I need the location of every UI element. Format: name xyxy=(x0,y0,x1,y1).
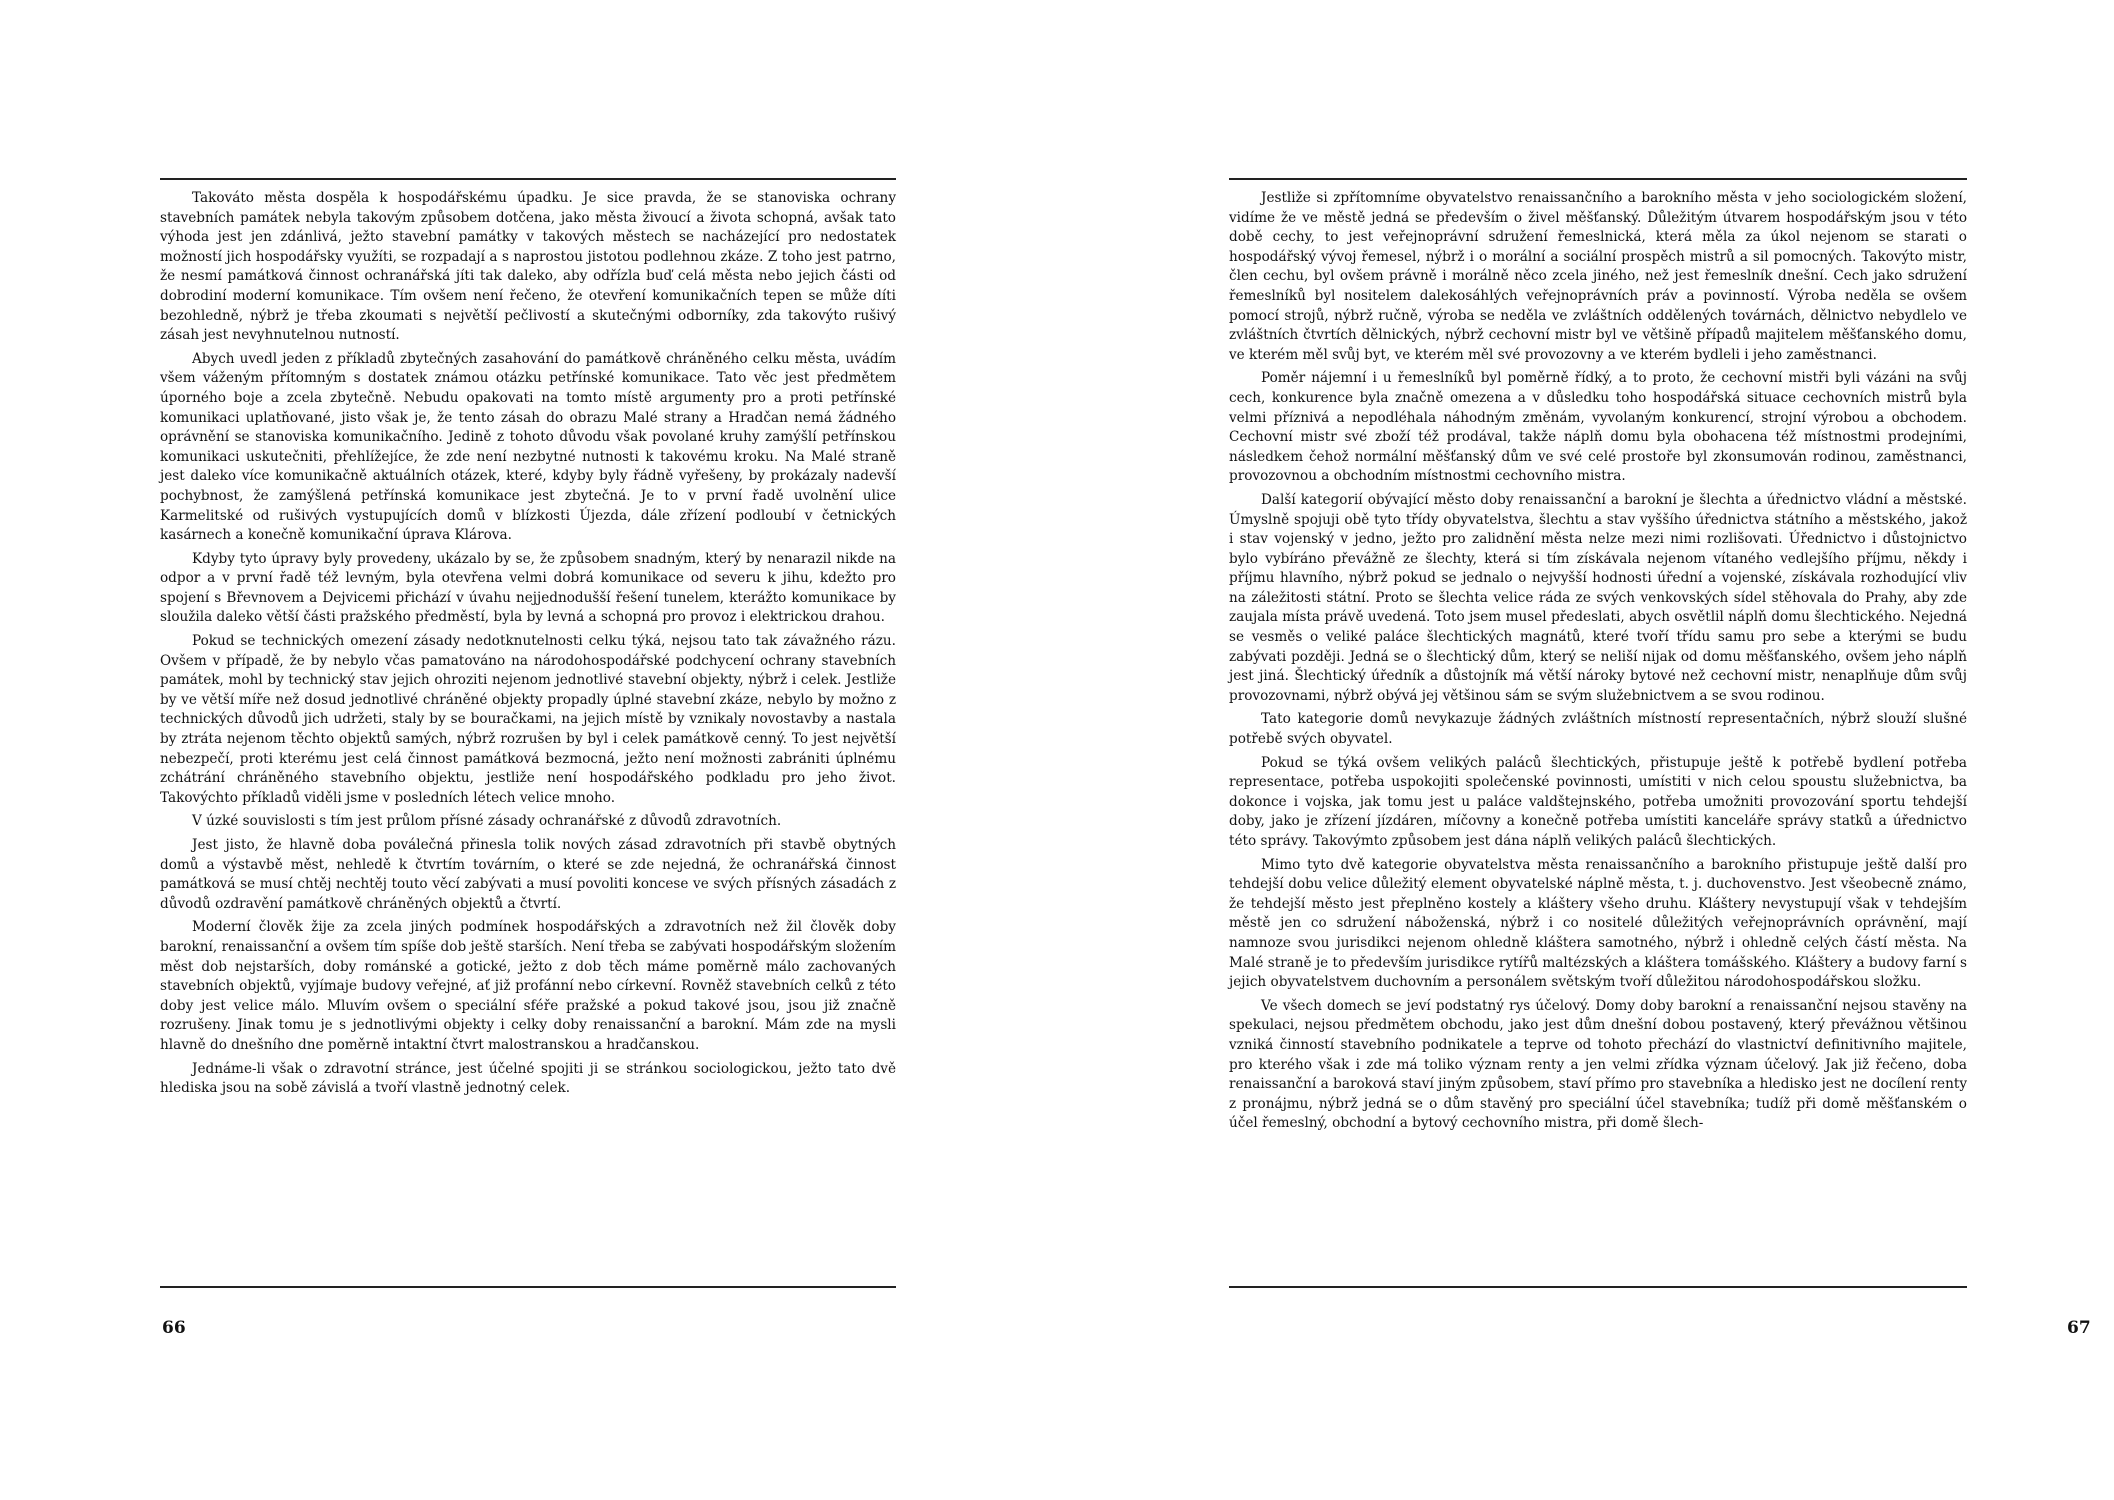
paragraph: Kdyby tyto úpravy byly provedeny, ukázalo by se, že způsobem snadným, který by nenarazil nikde na odpor a v první řadě též levným, byla otevřena velmi dobrá komunikace od severu k jihu, kdežto pro spojení s Břevnovem a Dejvicemi přichází v úvahu nejjednodušší řešení tunelem, kterážto komunikace by sloužila daleko větší části pražského předměstí, byla by levná a schopná pro provoz i elektrickou drahou. xyxy=(160,550,896,626)
bottom-rule xyxy=(160,1286,896,1288)
page-number: 67 xyxy=(2067,1318,2091,1338)
paragraph: Takováto města dospěla k hospodářskému úpadku. Je sice pravda, že se stanoviska ochrany stavebních památek nebyla takovým způsobem dotčena, jako města živoucí a života schopná, avšak tato výhoda jest jen zdánlivá, ježto stavební památky v takových městech se nacházející pro nedostatek možností jich hospodářsky využíti, se rozpadají a s naprostou jistotou podlehnou zkáze. Z toho jest patrno, že nesmí památková činnost ochranářská jíti tak daleko, aby odřízla buď celá města nebo jejich části od dobrodiní moderní komunikace. Tím ovšem není řečeno, že otevření komunikačních tepen se může díti bezohledně, nýbrž je třeba zkoumati s největší pečlivostí a skutečnými odborníky, zda takovýto rušivý zásah jest nevyhnutelnou nutností. xyxy=(160,190,896,344)
paragraph: Jest jisto, že hlavně doba poválečná přinesla tolik nových zásad zdravotních při stavbě obytných domů a výstavbě měst, nehledě k čtvrtím továrním, o které se zde nejedná, že ochranářská činnost památková se musí chtěj nechtěj touto věcí zabývati a musí povoliti koncese ve svých přísných zásadách z důvodů ozdravění památkově chráněných objektů a čtvrtí. xyxy=(160,837,896,912)
paragraph: Jednáme-li však o zdravotní stránce, jest účelné spojiti ji se stránkou sociologickou, ježto tato dvě hlediska jsou na sobě závislá a tvoří vlastně jednotný celek. xyxy=(160,1060,896,1097)
page-number: 66 xyxy=(162,1318,186,1338)
paragraph: V úzké souvislosti s tím jest průlom přísné zásady ochranářské z důvodů zdravotních. xyxy=(192,813,782,830)
paragraph: Mimo tyto dvě kategorie obyvatelstva města renaissančního a barokního přistupuje ještě další pro tehdejší dobu velice důležitý element obyvatelské náplně města, t. j. duchovenstvo. Jest všeobecně známo, že tehdejší město jest přeplněno kostely a kláštery všeho druhu. Kláštery nevystupují však v tehdejším městě jen co sdružení náboženská, nýbrž i co nositelé důležitých veřejnoprávních oprávnění, mají namnoze svou jurisdikci nejenom ohledně kláštera samotného, nýbrž i ohledně celých částí města. Na Malé straně je to především jurisdikce rytířů maltézských a kláštera tomášského. Kláštery a budovy farní s jejich obyvatelstvem duchovním a personálem světským tvoří důležitou národohospodářskou složku. xyxy=(1229,856,1967,991)
top-rule xyxy=(160,178,896,180)
bottom-rule xyxy=(1229,1286,1967,1288)
right-page-body xyxy=(1229,189,1967,1138)
right-page xyxy=(1057,0,2114,1500)
paragraph: Pokud se technických omezení zásady nedotknutelnosti celku týká, nejsou tato tak závažného rázu. Ovšem v případě, že by nebylo včas pamatováno na národohospodářské podchycení ochrany stavebních památek, mohl by technický stav jejich ohroziti nejenom jednotlivé stavební objekty, nýbrž i celek. Jestliže by ve větší míře než dosud jednotlivé chráněné objekty propadly úplné stavební zkáze, nebylo by možno z technických důvodů jich udržeti, staly by se bouračkami, na jejich místě by vznikaly novostavby a nastala by ztráta nejenom těchto objektů samých, nýbrž rozrušen by byl i celek památkově cenný. To jest největší nebezpečí, proti kterému jest celá činnost památková bezmocná, ježto není možnosti zabrániti úplnému zchátrání chráněného stavebního objektu, jestliže není hospodářského podkladu pro jeho život. Takovýchto příkladů viděli jsme v posledních létech velice mnoho. xyxy=(160,633,896,806)
paragraph: Abych uvedl jeden z příkladů zbytečných zasahování do památkově chráněného celku města, uvádím všem váženým přítomným s dostatek známou otázku petřínské komunikace. Tato věc jest předmětem úporného boje a zcela zbytečně. Nebudu opakovati na tomto místě argumenty pro a proti petřínské komunikaci uplatňované, jisto však je, že tento zásah do obrazu Malé strany a Hradčan nemá žádného oprávnění se stanoviska komunikačního. Jedině z tohoto důvodu však povolané kruhy zamýšlí petřínskou komunikaci uskutečniti, přehlížejíce, že zde není nezbytné nutnosti k takovému kroku. Na Malé straně jest daleko více komunikačně aktuálních otázek, které, kdyby byly řádně vyřešeny, by prokázaly nadevší pochybnost, že zamýšlená petřínská komunikace jest zbytečná. Je to v první řadě uvolnění ulice Karmelitské od rušivých vystupujících domů v blízkosti Újezda, dále zřízení podloubí v četnických kasárnech a konečně komunikační úprava Klárova. xyxy=(160,350,896,544)
top-rule xyxy=(1229,178,1967,180)
paragraph: Moderní člověk žije za zcela jiných podmínek hospodářských a zdravotních než žil člověk doby barokní, renaissanční a ovšem tím spíše dob ještě starších. Není třeba se zabývati hospodářským složením měst dob nejstarších, doby románské a gotické, ježto z dob těch máme poměrně málo zachovaných stavebních objektů, vyjímaje budovy veřejné, ať již profánní nebo církevní. Rovněž stavebních celků z této doby jest velice málo. Mluvím ovšem o speciální sféře pražské a pokud takové jsou, jsou již značně rozrušeny. Jinak tomu je s jednotlivými objekty i celky doby renaissanční a barokní. Mám zde na mysli hlavně do dnešního dne poměrně intaktní čtvrt malostranskou a hradčanskou. xyxy=(160,919,896,1053)
paragraph: Jestliže si zpřítomníme obyvatelstvo renaissančního a barokního města v jeho sociologickém složení, vidíme že ve městě jedná se především o živel měšťanský. Důležitým útvarem hospodářským jsou v této době cechy, to jest veřejnoprávní sdružení řemeslnická, která měla za úkol nejenom se starati o hospodářský vývoj řemesel, nýbrž i o morální a sociální prospěch mistrů a sil pomocných. Takovýto mistr, člen cechu, byl ovšem právně i morálně něco zcela jiného, než jest řemeslník dnešní. Cech jako sdružení řemeslníků byl nositelem dalekosáhlých veřejnoprávních práv a povinností. Výroba neděla se ovšem pomocí strojů, nýbrž ručně, výroba se neděla ve zvláštních oddělených továrnách, dělnictvo nebydlelo ve zvláštních čtvrtích dělnických, nýbrž cechovní mistr byl ve většině případů majitelem měšťanského domu, ve kterém měl svůj byt, ve kterém měl své provozovny a ve kterém bydleli i jeho zaměstnanci. xyxy=(1229,190,1967,363)
paragraph: Tato kategorie domů nevykazuje žádných zvláštních místností representačních, nýbrž slouží slušné potřebě svých obyvatel. xyxy=(1229,711,1967,748)
left-page-body xyxy=(160,189,896,1103)
paragraph: Poměr nájemní i u řemeslníků byl poměrně řídký, a to proto, že cechovní mistři byli vázáni na svůj cech, konkurence byla značně omezena a v důsledku toho hospodářská situace cechovních mistrů byla velmi příznivá a nepodléhala náhodným změnám, vyvolaným konkurencí, strojní výrobou a obchodem. Cechovní mistr své zboží též prodával, takže náplň domu byla obohacena též místnostmi prodejními, následkem čehož normální měšťanský dům ve své celé prostoře byl zkonsumován rodinou, zaměstnanci, provozovnou a obchodním místnostmi cechovního mistra. xyxy=(1229,370,1967,485)
paragraph: Další kategorií obývající město doby renaissanční a barokní je šlechta a úřednictvo vládní a městské. Úmyslně spojuji obě tyto třídy obyvatelstva, šlechtu a stav vyššího úřednictva státního a městského, jakož i stav vojenský v jedno, ježto pro zalidnění města nelze mezi nimi rozlišovati. Úřednictvo i důstojnictvo bylo vybíráno převážně ze šlechty, která si tím získávala nejenom vítaného vedlejšího příjmu, někdy i příjmu hlavního, nýbrž pokud se jednalo o nejvyšší hodnosti úřední a vojenské, získávala rozhodující vliv na záležitosti státní. Proto se šlechta velice ráda ze svých venkovských sídel stěhovala do Prahy, aby zde zaujala místa právě uvedená. Toto jsem musel předeslati, abych osvětlil náplň domu šlechtického. Nejedná se vesměs o veliké paláce šlechtických magnátů, které tvoří třídu samu pro sebe a kterými se budu zabývati později. Jedná se o šlechtický dům, který se neliší nijak od domu měšťanského, ovšem jeho náplň jest jiná. Šlechtický úředník a důstojník má větší nároky bytové než cechovní mistr, nenaplňuje dům svůj provozovnami, nýbrž obývá jej většinou sám se svým služebnictvem a se svou rodinou. xyxy=(1229,491,1967,704)
paragraph: Pokud se týká ovšem velikých paláců šlechtických, přistupuje ještě k potřebě bydlení potřeba representace, potřeba uspokojiti společenské povinnosti, umístiti v nich celou spoustu služebnictva, ba dokonce i vojska, jak tomu jest u paláce valdštejnského, potřeba umožniti provozování sportu tehdejší doby, jako je zřízení jízdáren, míčovny a konečně potřeba umístiti kanceláře správy statků a úřednictvo této správy. Takovýmto způsobem jest dána náplň velikých paláců šlechtických. xyxy=(1229,754,1967,849)
paragraph: Ve všech domech se jeví podstatný rys účelový. Domy doby barokní a renaissanční nejsou stavěny na spekulaci, nejsou předmětem obchodu, jako jest dům dnešní dobou postavený, který převážnou většinou vzniká činností stavebního podnikatele a teprve od tohoto přechází do vlastnictví definitivního majitele, pro kterého však i zde má toliko význam renty a jen velmi zřídka význam účelový. Jak již řečeno, doba renaissanční a baroková staví jiným způsobem, staví přímo pro stavebníka a hledisko jest ne docílení renty z pronájmu, nýbrž jedná se o dům stavěný pro speciální účel stavebníka; tudíž při domě měšťanském o účel řemeslný, obchodní a bytový cechovního mistra, při domě šlech- xyxy=(1229,997,1967,1132)
